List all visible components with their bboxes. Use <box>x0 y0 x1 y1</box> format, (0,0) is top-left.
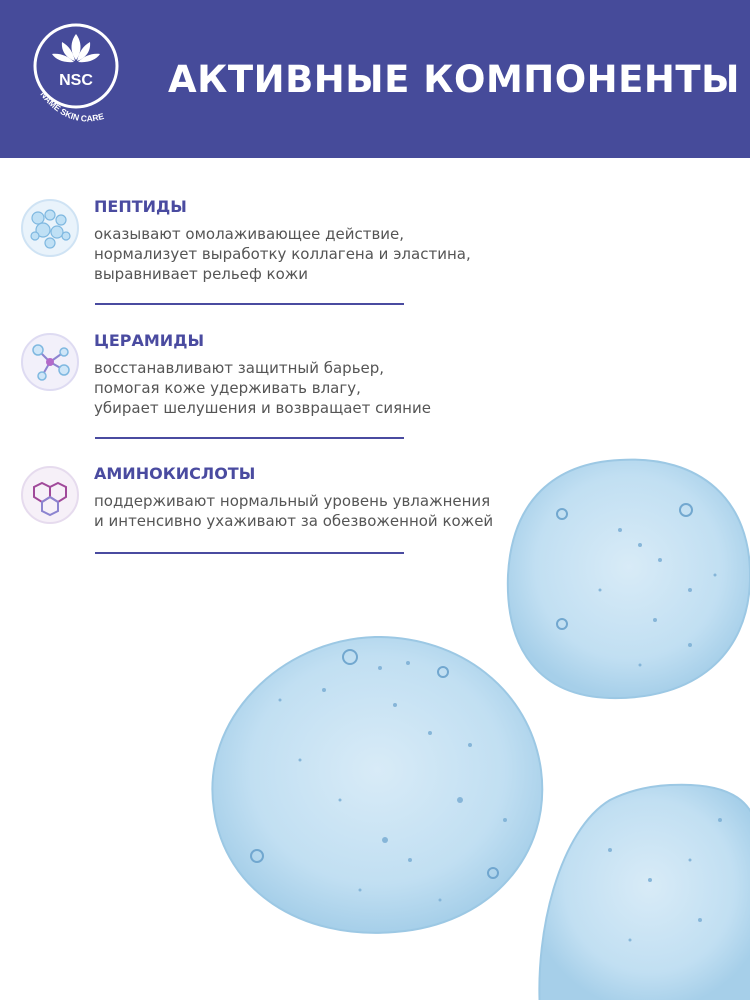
component-title: ПЕПТИДЫ <box>94 197 187 216</box>
component-description: поддерживают нормальный уровень увлажнения и интенсивно ухаживают за обезвоженной кожей <box>94 492 494 530</box>
divider <box>95 552 404 554</box>
nsc-logo <box>26 10 146 140</box>
component-description: оказывают омолаживающее действие, нормализует выработку коллагена и эластина, выравнивает рельеф кожи <box>94 225 471 283</box>
page-title: АКТИВНЫЕ КОМПОНЕНТЫ <box>168 58 740 101</box>
gel-droplet-large <box>212 637 542 933</box>
svg-text:NAME SKIN CARE: NAME SKIN CARE <box>38 89 105 124</box>
header-banner <box>0 0 750 158</box>
divider <box>95 303 404 305</box>
molecule-icon <box>20 332 80 392</box>
gel-droplet-bottom-right <box>539 785 750 1000</box>
component-title: ЦЕРАМИДЫ <box>94 331 205 350</box>
svg-text:NSC: NSC <box>59 72 93 89</box>
gel-droplet-top-right <box>508 460 750 698</box>
hexagon-structure-icon <box>20 465 80 525</box>
divider <box>95 437 404 439</box>
component-title: АМИНОКИСЛОТЫ <box>94 464 256 483</box>
bubbles-icon <box>20 198 80 258</box>
component-description: восстанавливают защитный барьер, помогая коже удерживать влагу, убирает шелушения и возвращает сияние <box>94 359 431 417</box>
